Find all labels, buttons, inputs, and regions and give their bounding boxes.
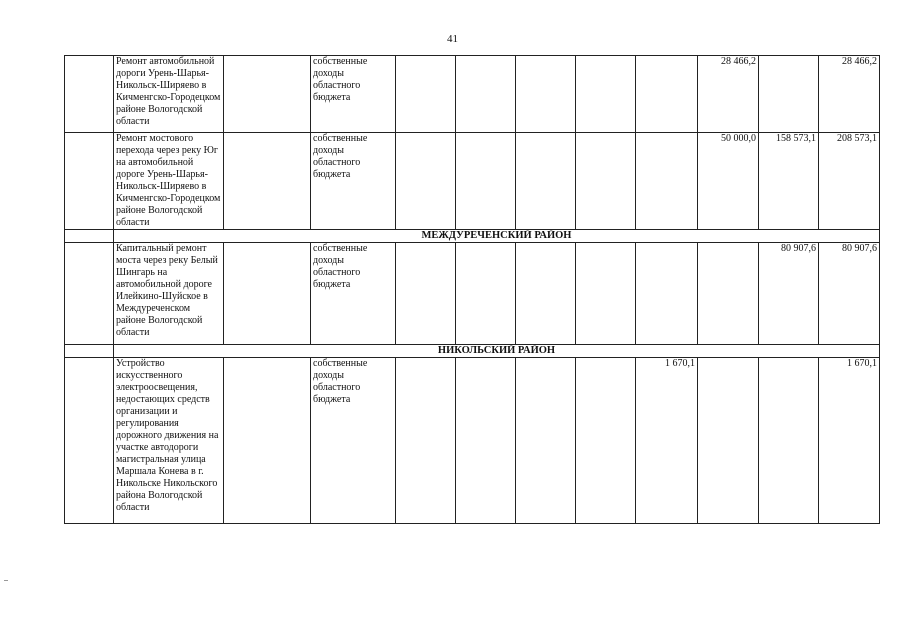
district-header-row xyxy=(65,230,880,243)
funding-source: собственные доходы областного бюджета xyxy=(311,358,396,524)
value-cell xyxy=(698,358,759,524)
value-cell xyxy=(576,358,636,524)
district-name: НИКОЛЬСКИЙ РАЙОН xyxy=(114,345,880,358)
value-cell xyxy=(456,358,516,524)
value-cell: 28 466,2 xyxy=(698,56,759,133)
district-header-row xyxy=(65,345,880,358)
value-cell xyxy=(576,133,636,230)
value-cell xyxy=(516,133,576,230)
table-row xyxy=(65,243,880,345)
table-row xyxy=(65,56,880,133)
row-number-cell xyxy=(65,133,114,230)
value-cell xyxy=(759,358,819,524)
total-cell: 28 466,2 xyxy=(819,56,880,133)
scan-mark xyxy=(4,580,8,581)
value-cell xyxy=(576,243,636,345)
table-row xyxy=(65,133,880,230)
value-cell xyxy=(456,243,516,345)
object-description: Ремонт мостового перехода через реку Юг на автомобильной дороге Урень-Шарья-Никольск-Ширяево в Кичменгско-Городецком районе Вологодской области xyxy=(114,133,224,230)
empty-cell xyxy=(224,56,311,133)
row-number-cell xyxy=(65,230,114,243)
total-cell: 80 907,6 xyxy=(819,243,880,345)
row-number-cell xyxy=(65,243,114,345)
value-cell xyxy=(396,243,456,345)
value-cell xyxy=(396,56,456,133)
value-cell: 158 573,1 xyxy=(759,133,819,230)
funding-source: собственные доходы областного бюджета xyxy=(311,243,396,345)
total-cell: 1 670,1 xyxy=(819,358,880,524)
value-cell xyxy=(636,56,698,133)
value-cell xyxy=(516,56,576,133)
row-number-cell xyxy=(65,358,114,524)
total-cell: 208 573,1 xyxy=(819,133,880,230)
value-cell xyxy=(396,133,456,230)
empty-cell xyxy=(224,243,311,345)
object-description: Ремонт автомобильной дороги Урень-Шарья-Никольск-Ширяево в Кичменгско-Городецком районе Вологодской области xyxy=(114,56,224,133)
value-cell: 1 670,1 xyxy=(636,358,698,524)
row-number-cell xyxy=(65,345,114,358)
value-cell: 50 000,0 xyxy=(698,133,759,230)
object-description: Капитальный ремонт моста через реку Белый Шингарь на автомобильной дороге Илейкино-Шуйское в Междуреченском районе Вологодской области xyxy=(114,243,224,345)
value-cell xyxy=(636,243,698,345)
value-cell xyxy=(698,243,759,345)
value-cell xyxy=(636,133,698,230)
value-cell xyxy=(396,358,456,524)
budget-table xyxy=(64,55,880,524)
funding-source: собственные доходы областного бюджета xyxy=(311,133,396,230)
value-cell xyxy=(576,56,636,133)
value-cell xyxy=(456,56,516,133)
value-cell xyxy=(456,133,516,230)
value-cell xyxy=(516,358,576,524)
empty-cell xyxy=(224,133,311,230)
value-cell xyxy=(516,243,576,345)
value-cell xyxy=(759,56,819,133)
district-name: МЕЖДУРЕЧЕНСКИЙ РАЙОН xyxy=(114,230,880,243)
page-number: 41 xyxy=(447,33,458,45)
funding-source: собственные доходы областного бюджета xyxy=(311,56,396,133)
empty-cell xyxy=(224,358,311,524)
table-row xyxy=(65,358,880,524)
object-description: Устройство искусственного электроосвещения, недостающих средств организации и регулирования дорожного движения на участке автодороги магистральная улица Маршала Конева в г. Никольске Никольского района Вологодской области xyxy=(114,358,224,524)
value-cell: 80 907,6 xyxy=(759,243,819,345)
row-number-cell xyxy=(65,56,114,133)
